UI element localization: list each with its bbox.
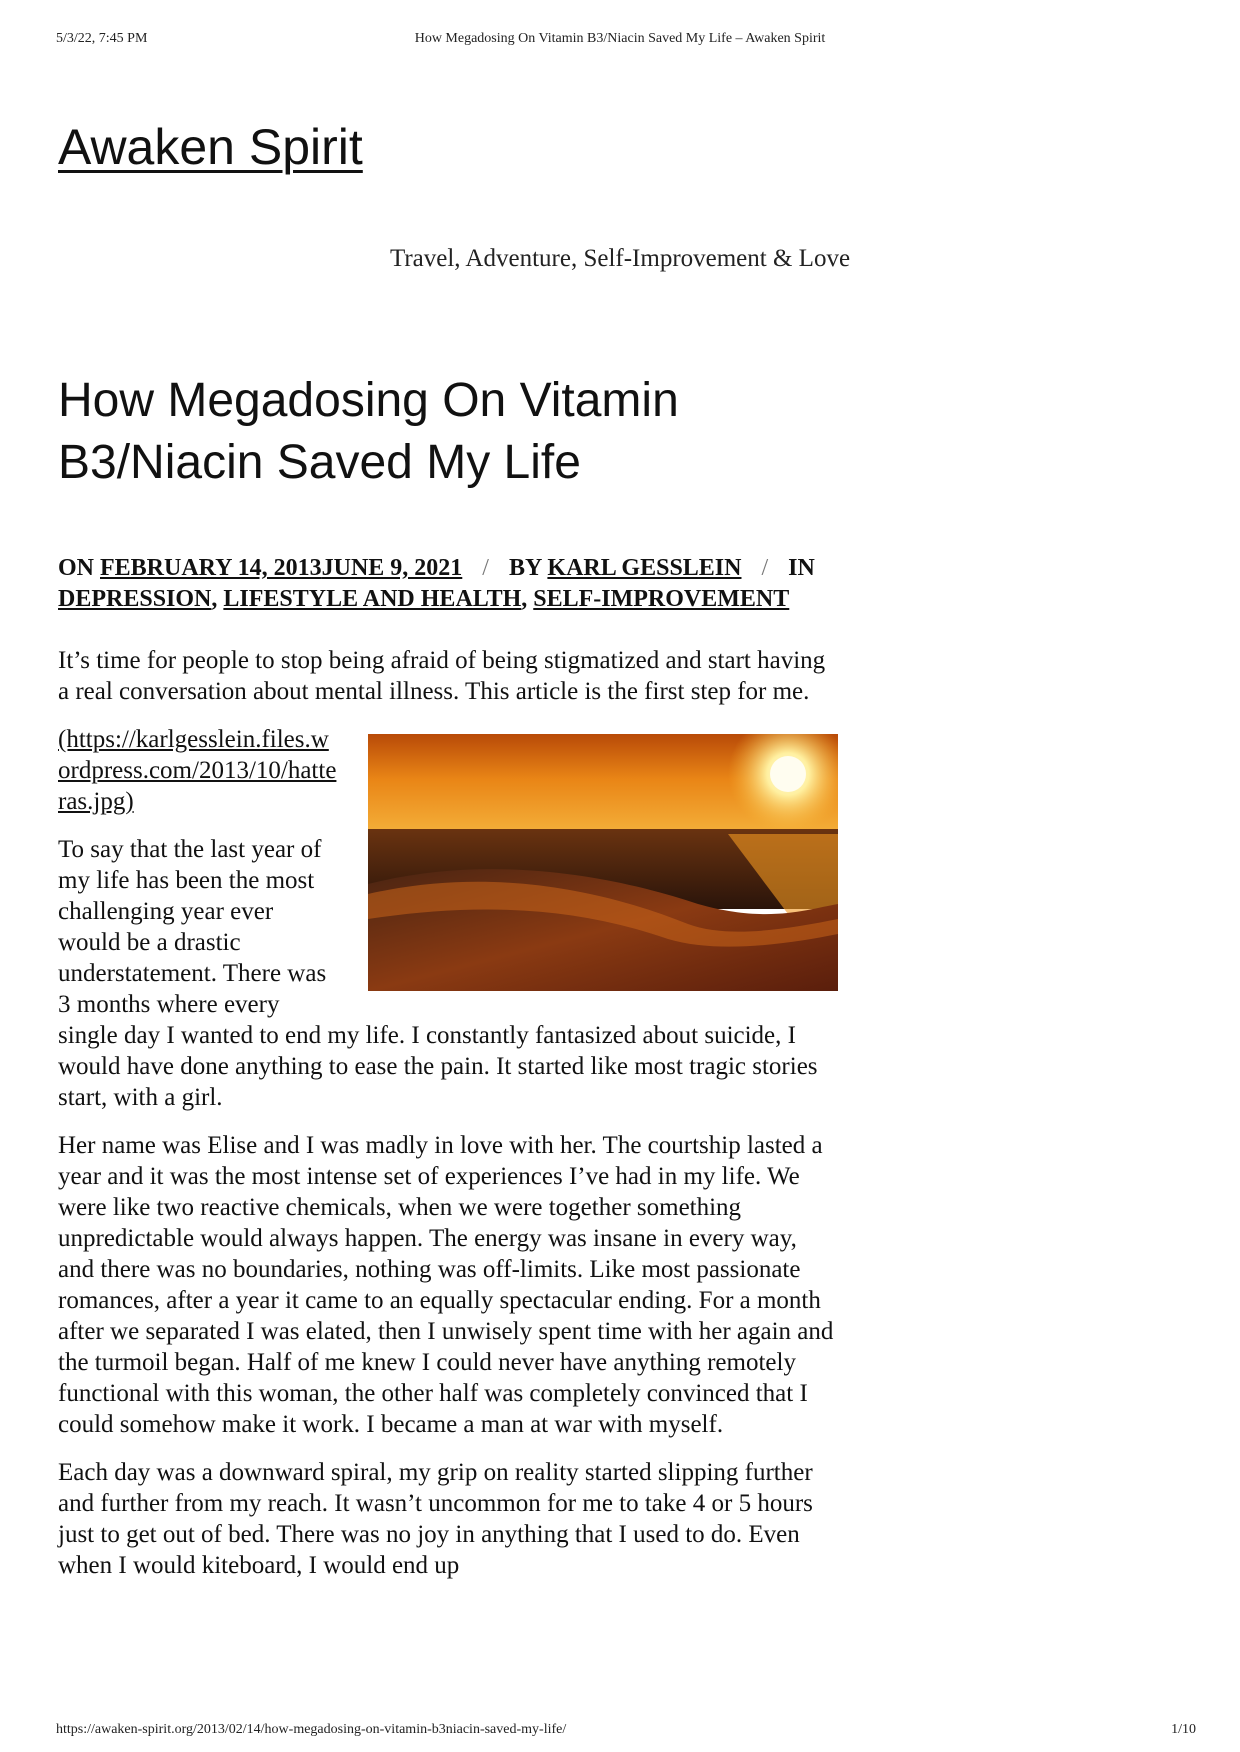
photo-sun (770, 756, 806, 792)
category-link-depression[interactable]: DEPRESSION (58, 586, 212, 612)
author-link[interactable]: KARL GESSLEIN (547, 555, 742, 581)
print-page-number: 1/10 (1171, 1722, 1196, 1737)
category-link-self-improvement[interactable]: SELF-IMPROVEMENT (533, 586, 790, 612)
category-link-lifestyle[interactable]: LIFESTYLE AND HEALTH (223, 586, 522, 612)
meta-by-label: BY (508, 555, 542, 581)
meta-separator: / (761, 555, 769, 581)
body-paragraph: Her name was Elise and I was madly in love with her. The courtship lasted a year and it was the most intense set of experiences I’ve had in my life. We were like two reactive chemicals, when we were together something unpredictable would always happen. The energy was insane in every way, and there was no boundaries, nothing was off-limits. Like most passionate romances, after a year it came to an equally spectacular ending. For a month after we separated I was elated, then I unwisely spent time with her again and the turmoil began. Half of me knew I could never have anything remotely functional with this woman, the other half was completely convinced that I could somehow make it work. I became a man at war with myself. (58, 1132, 834, 1438)
intro-paragraph: It’s time for people to stop being afraid of being stigmatized and start having a real conversation about mental illness. This article is the first step for me. (58, 647, 826, 705)
meta-separator: / (482, 555, 489, 581)
beach-sunset-photo[interactable] (368, 734, 838, 991)
updated-date-link[interactable]: JUNE 9, 2021 (321, 555, 463, 581)
image-url-link[interactable]: (https://karlgesslein.files.wordpress.com/2013/10/hatteras.jpg) (58, 726, 337, 815)
site-tagline: Travel, Adventure, Self-Improvement & Love (389, 245, 851, 272)
meta-on-label: ON (58, 555, 94, 581)
published-date-link[interactable]: FEBRUARY 14, 2013 (100, 555, 322, 581)
print-url: https://awaken-spirit.org/2013/02/14/how-megadosing-on-vitamin-b3niacin-saved-my-life/ (56, 1722, 567, 1737)
post-meta: ON FEBRUARY 14, 2013JUNE 9, 2021 / BY KARL GESSLEIN / IN DEPRESSION, LIFESTYLE AND HEALTH, SELF-IMPROVEMENT (58, 555, 815, 612)
body-paragraph: Each day was a downward spiral, my grip on reality started slipping further and further from my reach. It wasn’t uncommon for me to take 4 or 5 hours just to get out of bed. There was no joy in anything that I used to do. Even when I would kiteboard, I would end up (58, 1459, 813, 1579)
body-paragraph: To say that the last year of my life has been the most challenging year ever would be a drastic understatement. There was 3 months where every single day I wanted to end my life. I constantly fantasized about suicide, I would have done anything to ease the pain. It started like most tragic stories start, with a girl. (58, 836, 818, 1111)
site-title-link[interactable]: Awaken Spirit (58, 119, 363, 175)
print-date: 5/3/22, 7:45 PM (56, 31, 148, 46)
print-page-title: How Megadosing On Vitamin B3/Niacin Saved My Life – Awaken Spirit (414, 31, 826, 46)
post-title: How Megadosing On Vitamin B3/Niacin Saved My Life (58, 374, 679, 489)
post-content (58, 645, 838, 1598)
meta-in-label: IN (788, 555, 815, 581)
